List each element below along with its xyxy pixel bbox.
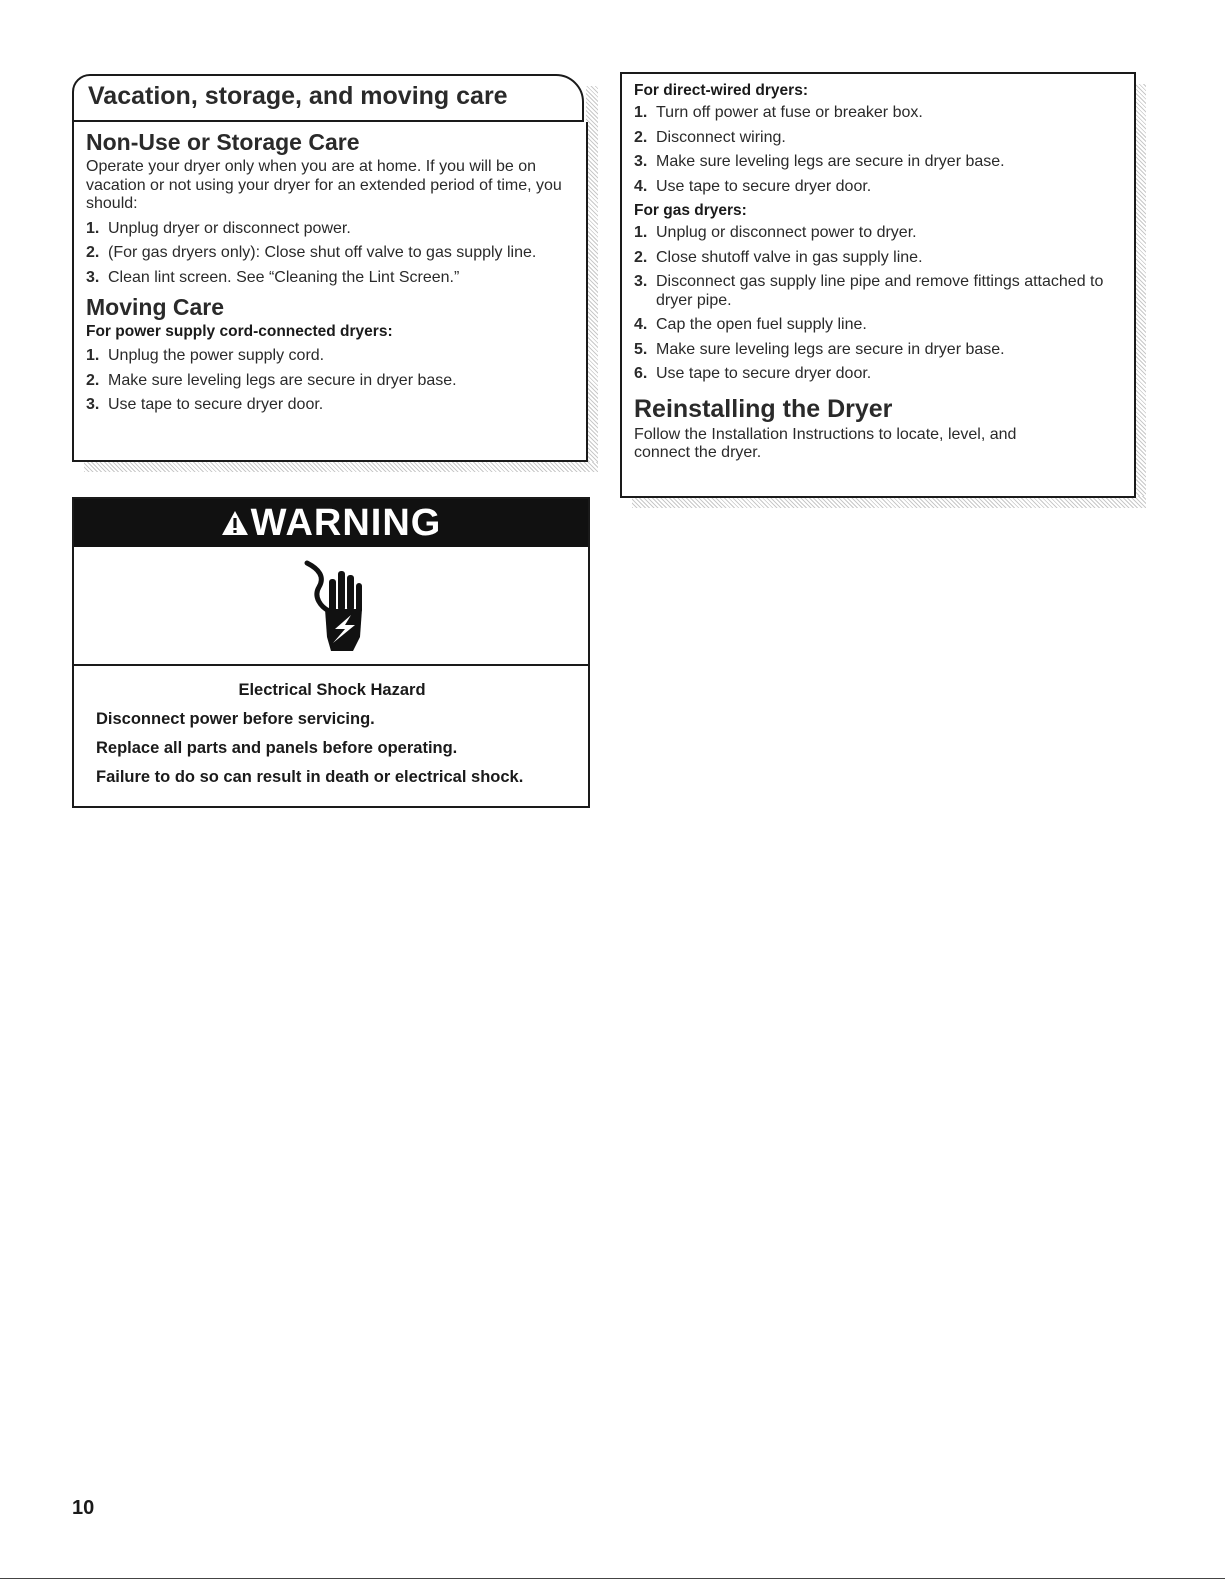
warning-title-text: WARNING — [250, 501, 442, 544]
list-item — [634, 129, 1120, 148]
list-item — [634, 316, 1120, 335]
step-text: Disconnect gas supply line pipe and remove fittings attached to dryer pipe. — [656, 273, 1104, 309]
step-number: 5. — [634, 340, 648, 358]
footer-rule — [0, 1578, 1225, 1579]
step-number: 3. — [86, 396, 100, 413]
list-item — [86, 372, 564, 391]
warning-text — [96, 681, 568, 797]
step-text: Clean lint screen. See “Cleaning the Lint Screen.” — [108, 268, 460, 286]
cord-heading: For power supply cord-connected dryers: — [86, 323, 393, 340]
step-text: Make sure leveling legs are secure in dryer base. — [656, 340, 1005, 358]
step-number: 2. — [86, 244, 100, 261]
list-item — [634, 224, 1120, 243]
gas-dryers-steps — [634, 224, 1120, 384]
step-number: 3. — [634, 153, 648, 170]
warning-triangle-icon — [221, 510, 249, 536]
care-box — [72, 122, 588, 462]
warning-box — [72, 497, 590, 808]
reinstall-text: Follow the Installation Instructions to locate, level, and connect the dryer. — [634, 425, 1017, 461]
list-item — [86, 396, 564, 415]
step-text: Unplug the power supply cord. — [108, 347, 325, 364]
electrical-shock-hand-icon — [299, 559, 369, 654]
step-number: 4. — [634, 316, 648, 333]
step-number: 1. — [86, 347, 100, 364]
list-item — [634, 104, 1120, 123]
moving-heading: Moving Care — [86, 294, 225, 320]
step-text: Disconnect wiring. — [656, 128, 786, 146]
warning-line: Disconnect power before servicing. — [96, 710, 375, 728]
step-number: 1. — [634, 224, 648, 241]
list-item — [86, 220, 564, 239]
warning-line: Failure to do so can result in death or electrical shock. — [96, 768, 524, 786]
hazard-title: Electrical Shock Hazard — [238, 681, 426, 699]
nonuse-steps — [86, 220, 564, 288]
step-number: 2. — [634, 248, 648, 266]
step-text: Unplug dryer or disconnect power. — [108, 219, 351, 237]
step-number: 3. — [634, 273, 648, 290]
care-box-shadow-bottom — [84, 462, 598, 472]
nonuse-heading: Non-Use or Storage Care — [86, 129, 360, 155]
step-number: 1. — [86, 219, 100, 237]
step-number: 4. — [634, 177, 648, 195]
list-item — [634, 273, 1120, 310]
step-number: 3. — [86, 268, 100, 286]
step-number: 1. — [634, 104, 648, 121]
step-text: Unplug or disconnect power to dryer. — [656, 224, 917, 241]
list-item — [634, 153, 1120, 172]
step-number: 2. — [86, 371, 100, 389]
page-title: Vacation, storage, and moving care — [88, 82, 508, 110]
warning-icon-area — [74, 547, 588, 666]
warning-line: Replace all parts and panels before operating. — [96, 739, 458, 757]
list-item — [86, 269, 564, 288]
list-item — [634, 365, 1120, 384]
care-content — [86, 128, 564, 415]
step-text: Turn off power at fuse or breaker box. — [656, 104, 923, 121]
list-item — [634, 178, 1120, 197]
nonuse-intro: Operate your dryer only when you are at home. If you will be on vacation or not using your dryer for an extended period of time, you should: — [86, 158, 562, 212]
step-text: Make sure leveling legs are secure in dryer base. — [656, 153, 1005, 170]
step-text: Make sure leveling legs are secure in dryer base. — [108, 371, 457, 389]
page-number: 10 — [72, 1497, 95, 1519]
warning-header — [74, 499, 588, 547]
gas-dryers-heading: For gas dryers: — [634, 202, 747, 219]
care-title-tab — [72, 74, 584, 122]
warning-title — [221, 502, 442, 545]
list-item — [634, 341, 1120, 360]
moving-continued-box — [620, 72, 1136, 498]
list-item — [86, 244, 564, 263]
direct-wired-steps — [634, 104, 1120, 196]
reinstall-heading: Reinstalling the Dryer — [634, 394, 893, 423]
step-text: Use tape to secure dryer door. — [656, 365, 872, 382]
step-text: Close shutoff valve in gas supply line. — [656, 248, 923, 266]
step-text: Use tape to secure dryer door. — [108, 396, 324, 413]
step-number: 6. — [634, 365, 648, 382]
step-number: 2. — [634, 128, 648, 146]
list-item — [86, 347, 564, 366]
moving-continued-content — [634, 80, 1120, 463]
step-text: Use tape to secure dryer door. — [656, 177, 872, 195]
step-text: (For gas dryers only): Close shut off valve to gas supply line. — [108, 244, 537, 261]
list-item — [634, 249, 1120, 268]
cord-steps — [86, 347, 564, 415]
direct-wired-heading: For direct-wired dryers: — [634, 82, 808, 99]
step-text: Cap the open fuel supply line. — [656, 316, 867, 333]
